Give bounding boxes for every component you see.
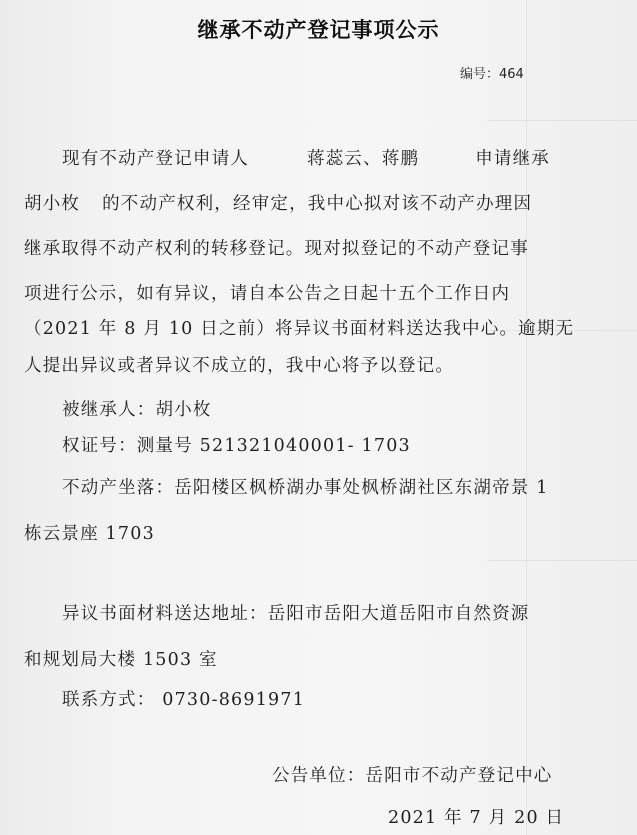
document-title: 继承不动产登记事项公示 xyxy=(197,18,440,42)
applicants: 蒋蕊云、蒋鹏 xyxy=(307,149,420,169)
number-label: 编号： xyxy=(460,67,500,82)
bleed-line xyxy=(526,0,527,835)
body-line-3: 继承取得不动产权利的转移登记。现对拟登记的不动产登记事 xyxy=(24,239,529,259)
decedent-name: 胡小枚 xyxy=(24,194,81,214)
body-apply: 申请继承 xyxy=(475,149,551,169)
location-field-cont: 栋云景座 1703 xyxy=(24,524,155,544)
body-line-6: 人提出异议或者异议不成立的，我中心将予以登记。 xyxy=(24,356,455,376)
address-field: 异议书面材料送达地址：岳阳市岳阳大道岳阳市自然资源 xyxy=(62,604,530,624)
location-field: 不动产坐落：岳阳楼区枫桥湖办事处枫桥湖社区东湖帝景 1 xyxy=(62,478,549,498)
body-line-1 xyxy=(62,145,550,170)
decedent-field: 被继承人：胡小枚 xyxy=(62,400,212,420)
address-field-cont: 和规划局大楼 1503 室 xyxy=(24,650,218,670)
contact-field: 联系方式： 0730-8691971 xyxy=(62,690,306,710)
document-number xyxy=(460,63,524,82)
number-value: 464 xyxy=(499,67,524,82)
body-line-2 xyxy=(24,190,532,215)
body-line-4: 项进行公示，如有异议，请自本公告之日起十五个工作日内 xyxy=(24,284,511,304)
issuer: 公告单位：岳阳市不动产登记中心 xyxy=(272,766,553,786)
bleed-line xyxy=(487,560,637,561)
bleed-line xyxy=(487,120,637,121)
body-text: 的不动产权利，经审定，我中心拟对该不动产办理因 xyxy=(102,194,533,214)
issue-date: 2021 年 7 月 20 日 xyxy=(388,808,565,828)
body-intro: 现有不动产登记申请人 xyxy=(62,149,249,169)
body-line-5: （2021 年 8 月 10 日之前）将异议书面材料送达我中心。逾期无 xyxy=(24,319,575,339)
certificate-field: 权证号：测量号 521321040001- 1703 xyxy=(62,436,411,456)
